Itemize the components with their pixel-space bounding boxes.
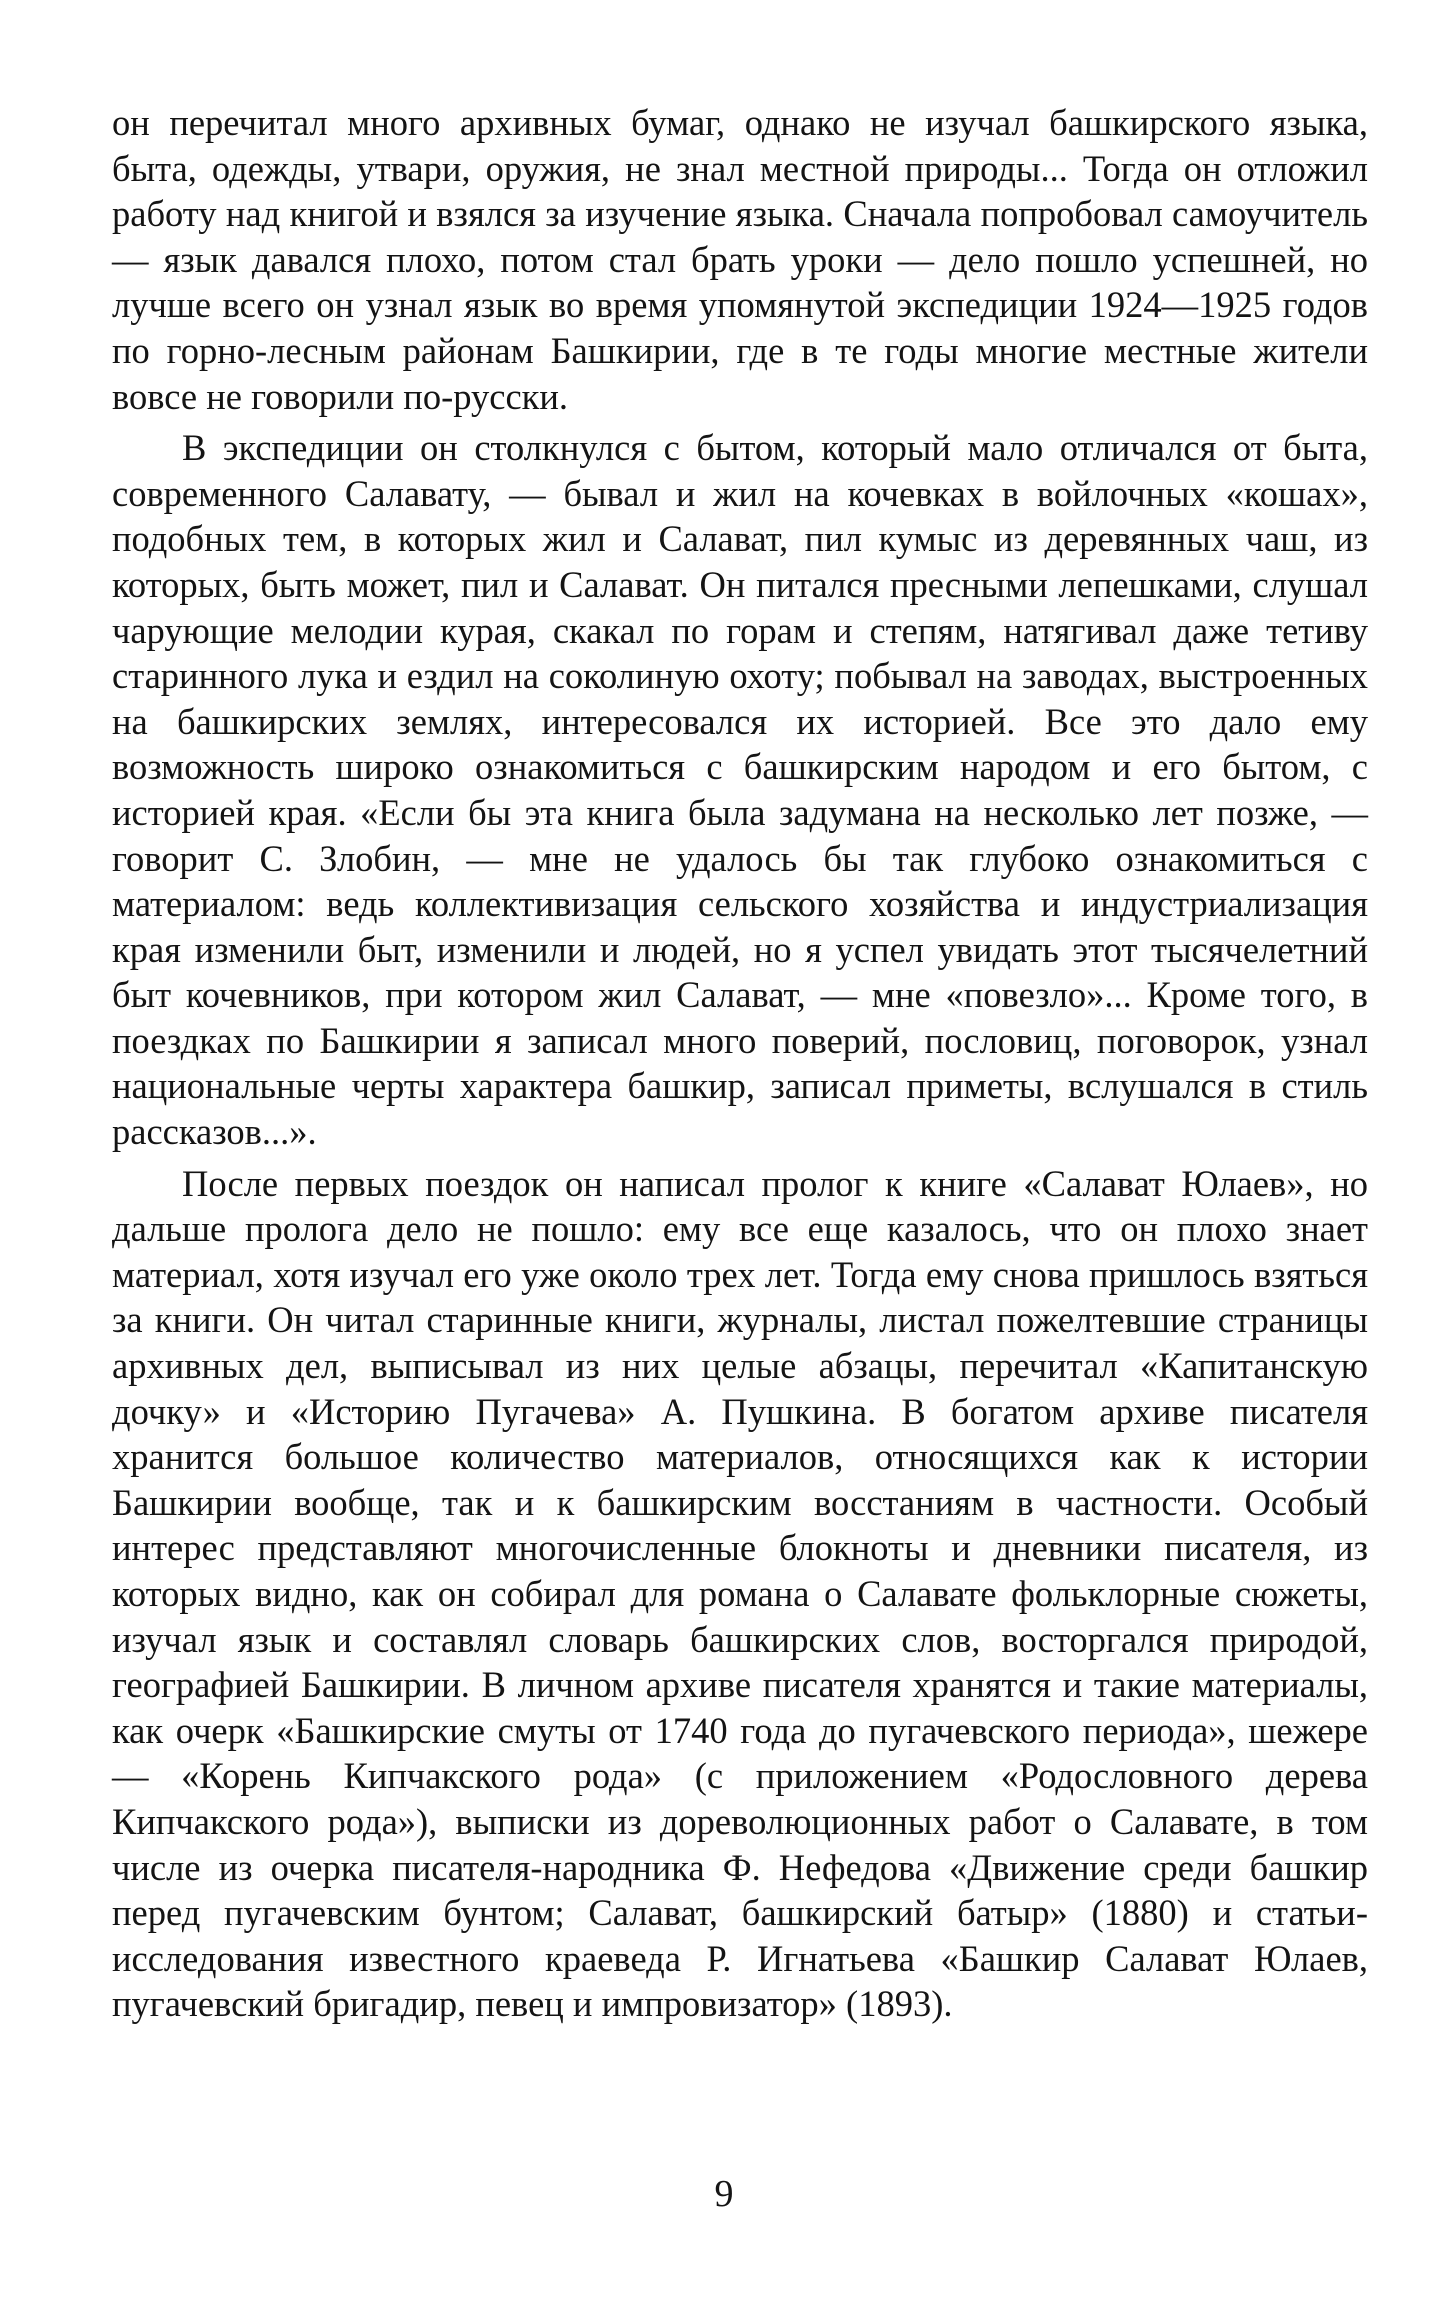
paragraph-archive: После первых поездок он написал пролог к книге «Салават Юлаев», но дальше пролога дело не пошло: ему все еще казалось, что он плохо знает материал, хотя изучал его уже около трех лет. Тогда ему снова пришлось взяться за книги. Он читал старинные книги, журналы, листал пожелтевшие страницы архивных дел, выписывал из них целые абзацы, перечитал «Капитанскую дочку» и «Историю Пугачева» А. Пушкина. В богатом архиве писателя хранится большое количество материалов, относящихся как к истории Башкирии вообще, так и к башкирским восстаниям в частности. Особый интерес представляют многочисленные блокноты и дневники писателя, из которых видно, как он собирал для романа о Салавате фольклорные сюжеты, изучал язык и составлял словарь башкирских слов, восторгался природой, географией Башкирии. В личном архиве писателя хранятся и такие материалы, как очерк «Башкирские смуты от 1740 года до пугачевского периода», шежере — «Корень Кипчакского рода» (с приложением «Родословного дерева Кипчакского рода»), выписки из дореволюционных работ о Салавате, в том числе из очерка писателя-народника Ф. Нефедова «Движение среди башкир перед пугачевским бунтом; Салават, башкирский батыр» (1880) и статьи-исследования известного краеведа Р. Игнатьева «Башкир Салават Юлаев, пугачевский бригадир, певец и импровизатор» (1893). [112,1162,1368,2025]
paragraph-continuation: он перечитал много архивных бумаг, однако не изучал башкирского языка, быта, одежды, утвари, оружия, не знал местной природы... Тогда он отложил работу над книгой и взялся за изучение языка. Сначала попробовал самоучитель — язык давался плохо, потом стал брать уроки — дело пошло успешней, но лучше всего он узнал язык во время упомянутой экспедиции 1924—1925 годов по горно-лесным районам Башкирии, где в те годы многие местные жители вовсе не говорили по-русски. [112,102,1368,417]
body-text [112,100,1368,2033]
paragraph-expedition: В экспедиции он столкнулся с бытом, который мало отличался от быта, современного Салавату, — бывал и жил на кочевках в войлочных «кошах», подобных тем, в которых жил и Салават, пил кумыс из деревянных чаш, из которых, быть может, пил и Салават. Он питался пресными лепешками, слушал чарующие мелодии курая, скакал по горам и степям, натягивал даже тетиву старинного лука и ездил на соколиную охоту; побывал на заводах, выстроенных на башкирских землях, интересовался их историей. Все это дало ему возможность широко ознакомиться с башкирским народом и его бытом, с историей края. «Если бы эта книга была задумана на несколько лет позже, — говорит С. Злобин, — мне не удалось бы так глубоко ознакомиться с материалом: ведь коллективизация сельского хозяйства и индустриализация края изменили быт, изменили и людей, но я успел увидать этот тысячелетний быт кочевников, при котором жил Салават, — мне «повезло»... Кроме того, в поездках по Башкирии я записал много поверий, пословиц, поговорок, узнал национальные черты характера башкир, записал приметы, вслушался в стиль рассказов...». [112,427,1368,1153]
page-number: 9 [714,2173,734,2215]
